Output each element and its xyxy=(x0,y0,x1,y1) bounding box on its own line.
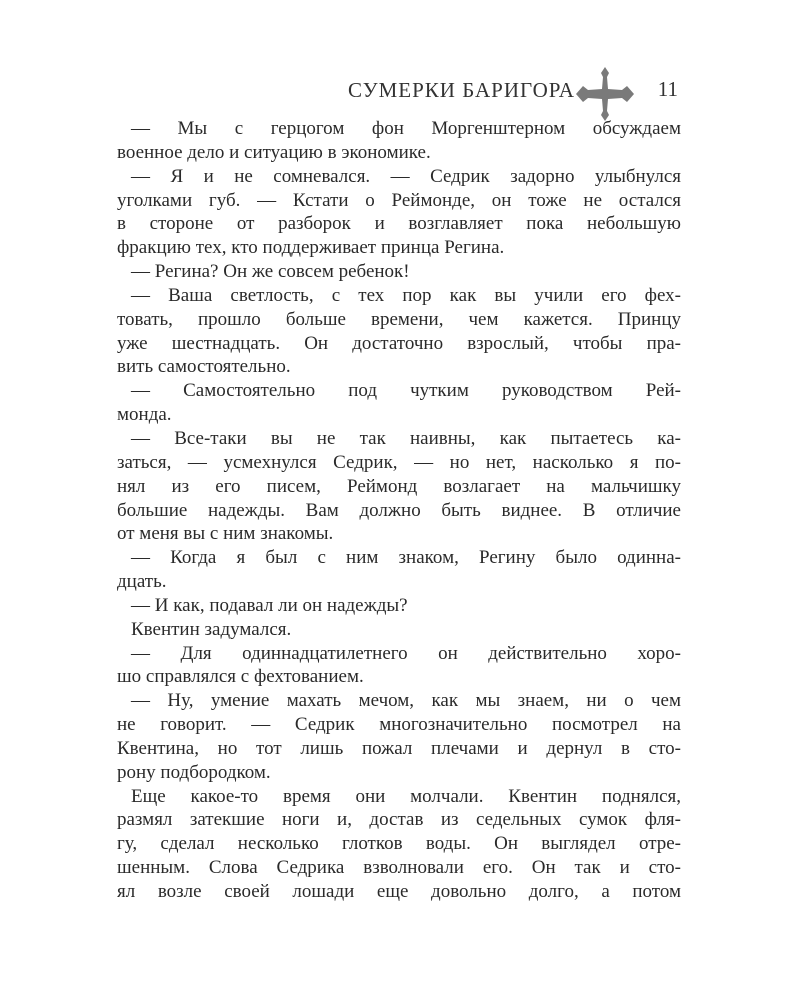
running-header xyxy=(330,68,680,118)
text-line: шо справлялся с фехтованием. xyxy=(117,666,364,688)
text-line: — Регина? Он же совсем ребенок! xyxy=(131,261,410,283)
page-body-text xyxy=(117,117,681,904)
text-line: рону подбородком. xyxy=(117,761,271,783)
text-line: размял затекшие ноги и, достав из седельных сумок фля- xyxy=(117,809,681,831)
book-title: СУМЕРКИ БАРИГОРА xyxy=(348,78,575,102)
text-line: уголками губ. — Кстати о Реймонде, он тоже не остался xyxy=(117,189,681,211)
text-line: — Ваша светлость, с тех пор как вы учили его фех- xyxy=(131,284,681,306)
text-line: Еще какое-то время они молчали. Квентин поднялся, xyxy=(131,785,681,807)
cross-ornament-icon xyxy=(574,65,636,123)
text-line: военное дело и ситуацию в экономике. xyxy=(117,141,431,163)
text-line: — Ну, умение махать мечом, как мы знаем, ни о чем xyxy=(131,690,681,712)
text-line: вить самостоятельно. xyxy=(117,356,291,378)
text-line: нял из его писем, Реймонд возлагает на мальчишку xyxy=(117,475,681,497)
text-line: гу, сделал несколько глотков воды. Он выглядел отре- xyxy=(117,833,681,855)
text-line: в стороне от разборок и возглавляет пока небольшую xyxy=(117,213,681,235)
text-line: — И как, подавал ли он надежды? xyxy=(131,594,408,616)
text-line: — Когда я был с ним знаком, Регину было одинна- xyxy=(131,547,681,569)
page-number: 11 xyxy=(657,77,678,101)
text-line: — Самостоятельно под чутким руководством Рей- xyxy=(131,380,681,402)
text-line: Квентин задумался. xyxy=(131,618,292,640)
text-line: не говорит. — Седрик многозначительно посмотрел на xyxy=(117,714,681,736)
text-line: монда. xyxy=(117,404,172,426)
text-line: уже шестнадцать. Он достаточно взрослый, чтобы пра- xyxy=(117,332,681,354)
text-line: заться, — усмехнулся Седрик, — но нет, насколько я по- xyxy=(117,451,681,473)
text-line: — Я и не сомневался. — Седрик задорно улыбнулся xyxy=(131,165,681,187)
text-line: фракцию тех, кто поддерживает принца Регина. xyxy=(117,237,505,259)
text-line: — Мы с герцогом фон Моргенштерном обсуждаем xyxy=(131,118,681,139)
text-line: шенным. Слова Седрика взволновали его. Он так и сто- xyxy=(117,857,681,879)
text-line: товать, прошло больше времени, чем кажется. Принцу xyxy=(117,308,681,330)
text-line: Квентина, но тот лишь пожал плечами и дернул в сто- xyxy=(117,737,681,759)
text-line: дцать. xyxy=(117,571,167,593)
text-line: большие надежды. Вам должно быть виднее. В отличие xyxy=(117,499,681,521)
text-line: — Все-таки вы не так наивны, как пытаетесь ка- xyxy=(131,427,681,449)
text-line: от меня вы с ним знакомы. xyxy=(117,523,334,545)
text-line: — Для одиннадцатилетнего он действительно хоро- xyxy=(131,642,681,664)
text-line: ял возле своей лошади еще довольно долго, а потом xyxy=(117,881,681,902)
